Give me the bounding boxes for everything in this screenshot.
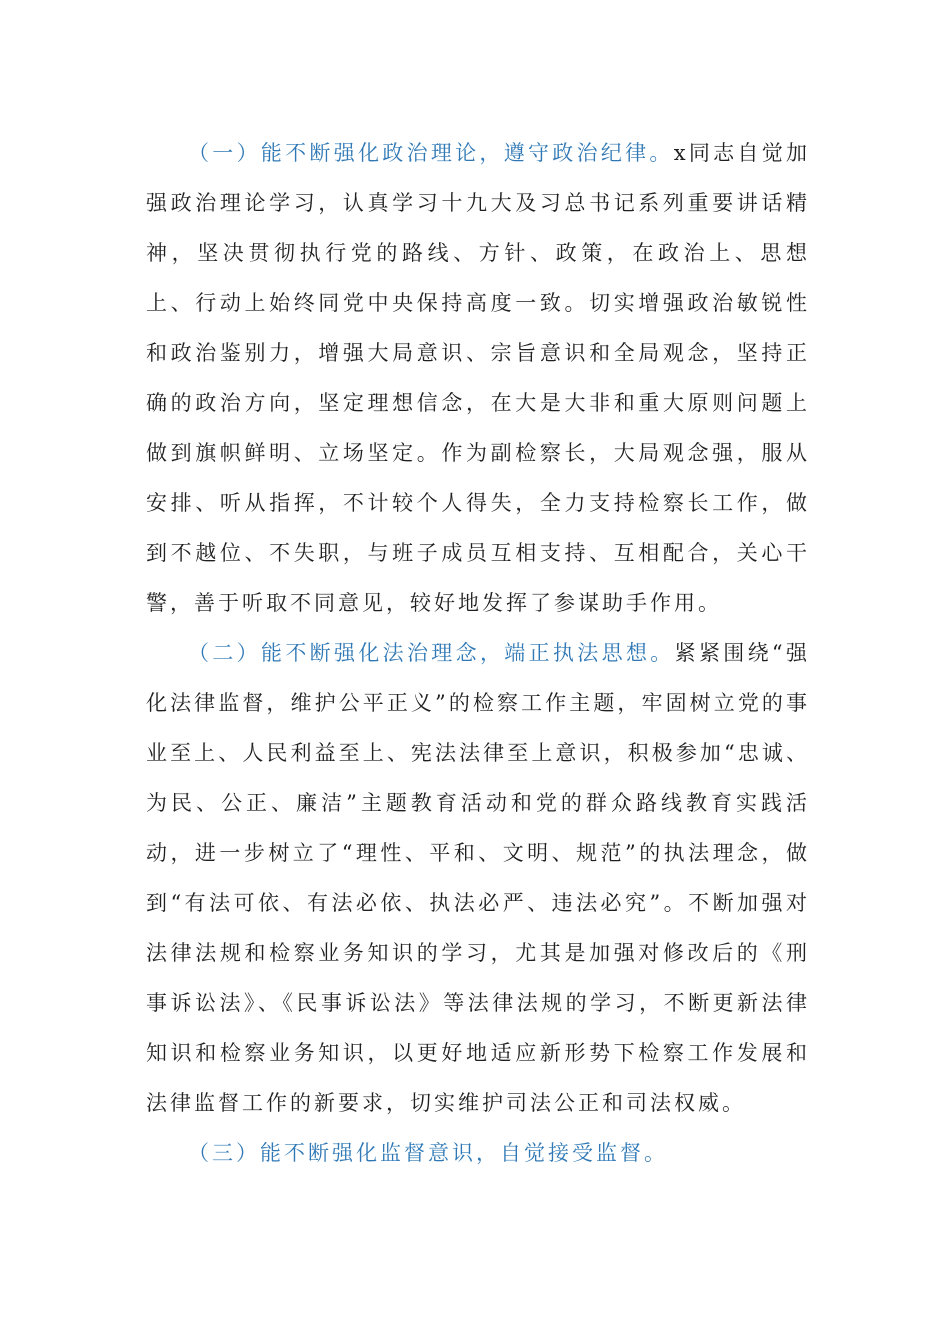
section-body-1: x同志自觉加强政治理论学习，认真学习十九大及习总书记系列重要讲话精神，坚决贯彻执行党的路线、方针、政策，在政治上、思想上、行动上始终同党中央保持高度一致。切实增强政治敏锐性和政治鉴别力，增强大局意识、宗旨意识和全局观念，坚持正确的政治方向，坚定理想信念，在大是大非和重大原则问题上做到旗帜鲜明、立场坚定。作为副检察长，大局观念强，服从安排、听从指挥，不计较个人得失，全力支持检察长工作，做到不越位、不失职，与班子成员互相支持、互相配合，关心干警，善于听取不同意见，较好地发挥了参谋助手作用。 (146, 141, 811, 615)
paragraph-3 (146, 1128, 810, 1178)
section-heading-2: （二）能不断强化法治理念，端正执法思想。 (188, 641, 675, 665)
section-heading-3: （三）能不断强化监督意识，自觉接受监督。 (188, 1141, 668, 1165)
section-heading-1: （一）能不断强化政治理论，遵守政治纪律。 (188, 141, 674, 165)
paragraph-1 (146, 128, 810, 628)
paragraph-2 (146, 628, 810, 1128)
document-body (146, 128, 810, 1178)
section-body-2: 紧紧围绕“强化法律监督，维护公平正义”的检察工作主题，牢固树立党的事业至上、人民利益至上、宪法法律至上意识，积极参加“忠诚、为民、公正、廉洁”主题教育活动和党的群众路线教育实践活动，进一步树立了“理性、平和、文明、规范”的执法理念，做到“有法可依、有法必依、执法必严、违法必究”。不断加强对法律法规和检察业务知识的学习，尤其是加强对修改后的《刑事诉讼法》、《民事诉讼法》等法律法规的学习，不断更新法律知识和检察业务知识，以更好地适应新形势下检察工作发展和法律监督工作的新要求，切实维护司法公正和司法权威。 (146, 641, 810, 1115)
